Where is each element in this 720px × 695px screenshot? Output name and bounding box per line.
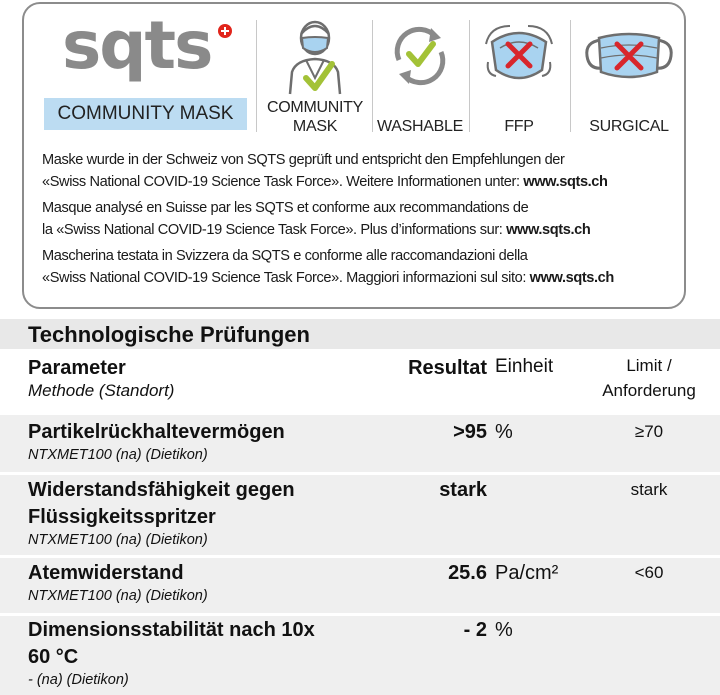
ffp-icon bbox=[480, 16, 558, 96]
washable-icon bbox=[385, 16, 455, 96]
row-limit: <60 bbox=[634, 563, 664, 582]
surgical-icon bbox=[579, 16, 679, 96]
row-parameter: Dimensionsstabilität nach 10x bbox=[28, 619, 315, 641]
text-german-line1: Maske wurde in der Schweiz von SQTS geprüft und entspricht den Empfehlungen der bbox=[42, 152, 565, 168]
surgical-cell bbox=[574, 16, 684, 136]
row-unit: % bbox=[495, 619, 513, 641]
header-method: Methode (Standort) bbox=[28, 381, 175, 400]
text-french-line2: la «Swiss National COVID-19 Science Task Force». Plus d’informations sur: bbox=[42, 221, 507, 238]
header-parameter: Parameter bbox=[28, 357, 126, 379]
row-method: NTXMET100 (na) (Dietikon) bbox=[28, 532, 208, 548]
row-method: NTXMET100 (na) (Dietikon) bbox=[28, 447, 208, 463]
divider bbox=[256, 20, 257, 132]
washable-cell bbox=[374, 16, 466, 136]
row-method: - (na) (Dietikon) bbox=[28, 672, 129, 688]
sqts-label-card bbox=[22, 2, 686, 309]
row-result: 25.6 bbox=[448, 562, 487, 584]
tests-table bbox=[0, 319, 720, 695]
text-german bbox=[42, 150, 672, 193]
row-parameter: Widerstandsfähigkeit gegen bbox=[28, 479, 295, 501]
ffp-cell bbox=[472, 16, 566, 136]
header-limit-line2: Anforderung bbox=[602, 381, 696, 400]
row-result: stark bbox=[439, 479, 487, 501]
table-row bbox=[0, 616, 720, 695]
text-french bbox=[42, 198, 672, 241]
table-row bbox=[0, 415, 720, 472]
row-result: - 2 bbox=[463, 619, 487, 641]
row-parameter: Atemwiderstand bbox=[28, 562, 184, 584]
sqts-logo-text: sqts bbox=[62, 7, 212, 84]
table-row bbox=[0, 475, 720, 555]
sqts-url: www.sqts.ch bbox=[506, 221, 591, 238]
ffp-label: FFP bbox=[504, 118, 534, 135]
sqts-url: www.sqts.ch bbox=[523, 173, 608, 190]
community-mask-label: COMMUNITY bbox=[267, 99, 363, 116]
sqts-logo bbox=[34, 7, 250, 131]
text-german-line2: «Swiss National COVID-19 Science Task Force». Weitere Informationen unter: bbox=[42, 173, 524, 190]
divider bbox=[469, 20, 470, 132]
text-italian-line1: Mascherina testata in Svizzera da SQTS e conforme alle raccomandazioni della bbox=[42, 248, 528, 264]
divider bbox=[570, 20, 571, 132]
community-mask-icon bbox=[284, 16, 346, 96]
row-limit: stark bbox=[630, 480, 668, 499]
surgical-label: SURGICAL bbox=[589, 118, 669, 135]
community-mask-badge: COMMUNITY MASK bbox=[44, 98, 247, 130]
row-method: NTXMET100 (na) (Dietikon) bbox=[28, 588, 208, 604]
text-italian-line2: «Swiss National COVID-19 Science Task Force». Maggiori informazioni sul sito: bbox=[42, 269, 530, 286]
community-mask-cell bbox=[260, 16, 370, 136]
text-italian bbox=[42, 246, 672, 289]
table-row bbox=[0, 558, 720, 613]
row-unit: % bbox=[495, 421, 513, 443]
row-parameter: Partikelrückhaltevermögen bbox=[28, 421, 285, 443]
row-parameter-line2: Flüssigkeitsspritzer bbox=[28, 506, 216, 528]
washable-label: WASHABLE bbox=[377, 118, 463, 135]
certification-text bbox=[42, 150, 672, 289]
community-mask-label-line2: MASK bbox=[292, 118, 338, 135]
text-french-line1: Masque analysé en Suisse par les SQTS et conforme aux recommandations de bbox=[42, 200, 529, 216]
swiss-cross-icon bbox=[218, 24, 232, 38]
divider bbox=[372, 20, 373, 132]
header-limit-line1: Limit / bbox=[626, 356, 672, 375]
row-result: >95 bbox=[453, 421, 487, 443]
tests-title: Technologische Prüfungen bbox=[28, 322, 310, 347]
tests-title-band bbox=[0, 319, 720, 349]
header-result: Resultat bbox=[408, 357, 487, 379]
row-unit: Pa/cm² bbox=[495, 562, 559, 584]
row-parameter-line2: 60 °C bbox=[28, 646, 79, 668]
header-unit: Einheit bbox=[495, 356, 554, 377]
sqts-url: www.sqts.ch bbox=[529, 269, 614, 286]
row-limit: ≥70 bbox=[634, 422, 664, 441]
